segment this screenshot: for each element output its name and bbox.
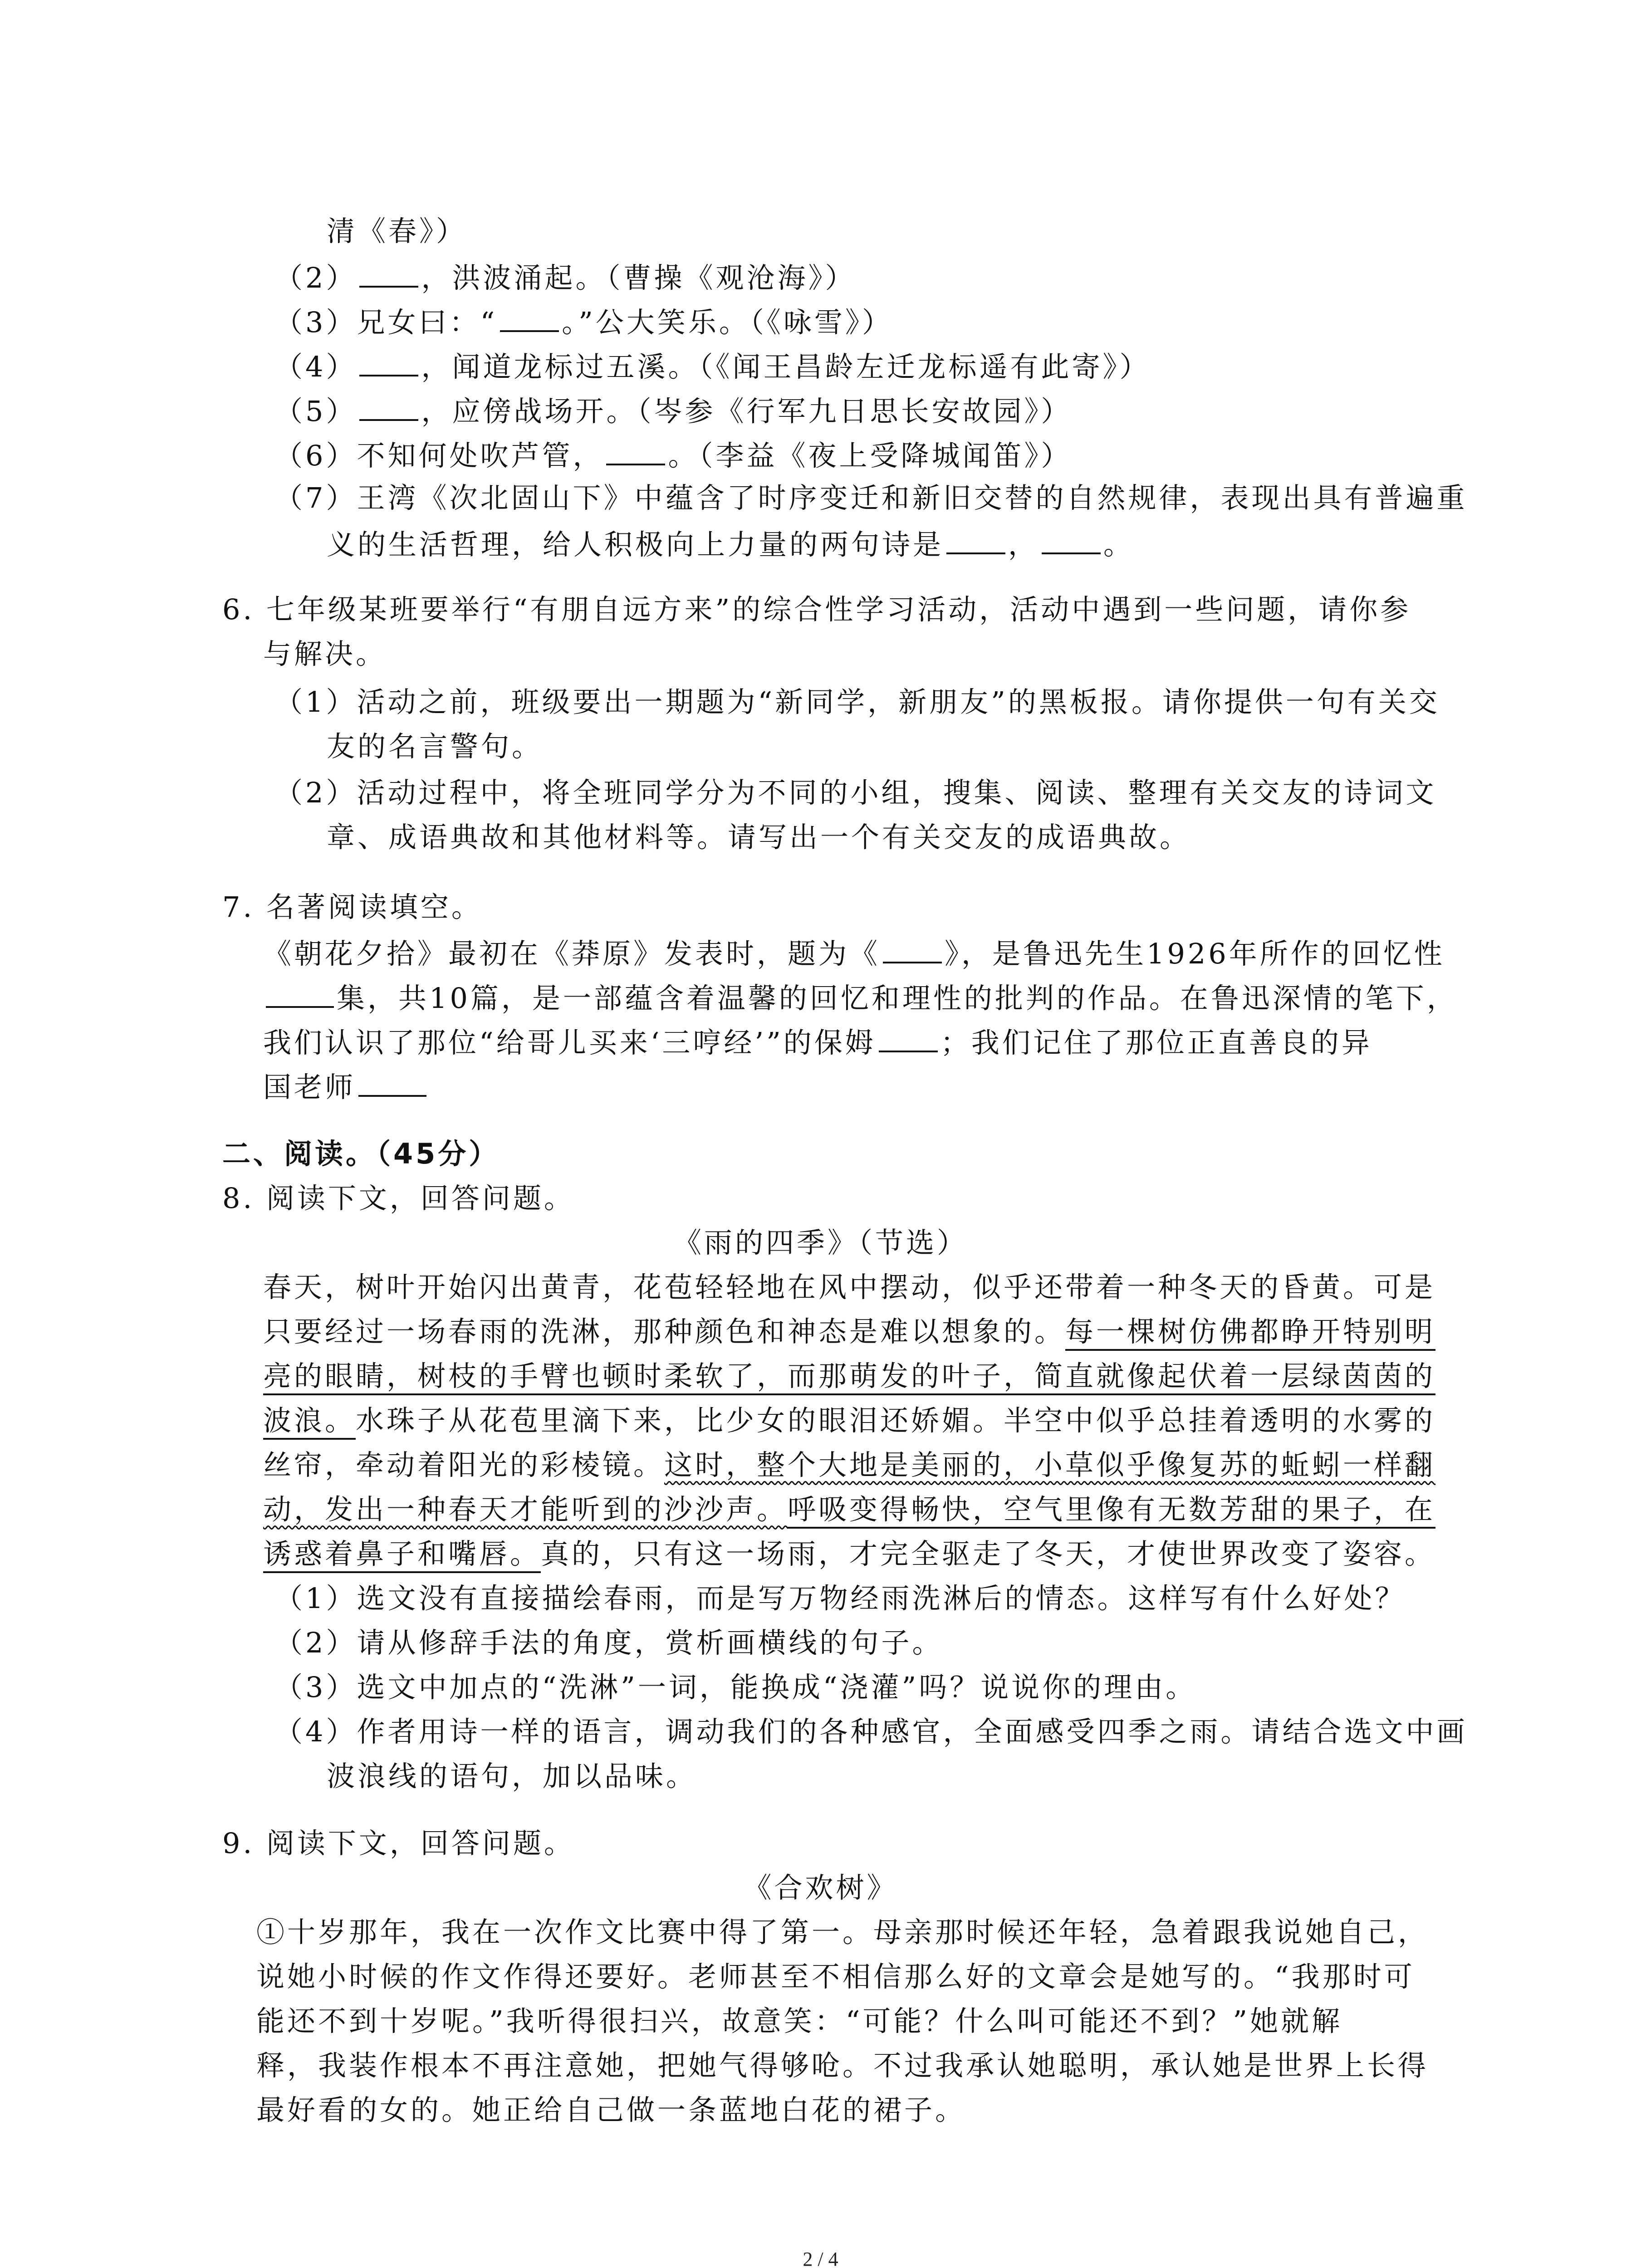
q5-item-2: （2） ，洪波涌起。（曹操《观沧海》） [274, 254, 856, 300]
q7-para-line3: 我们认识了那位“给哥儿买来‘三哼经’”的保姆 ；我们记住了那位正直善良的异 [263, 1019, 1372, 1065]
q7-para-line2: 集，共10篇，是一部蕴含着温馨的回忆和理性的批判的作品。在鲁迅深情的笔下， [263, 974, 1458, 1020]
answer-blank[interactable] [266, 974, 334, 1008]
q7-stem: 7. 名著阅读填空。 [222, 890, 482, 924]
q8-sub4-line2: 波浪线的语句，加以品味。 [327, 1760, 697, 1793]
answer-blank[interactable] [879, 1019, 938, 1052]
answer-blank[interactable] [359, 254, 418, 288]
wavy-underlined-sentence: 动，发出一种春天才能听到的沙沙声。 [263, 1493, 788, 1526]
answer-blank[interactable] [500, 298, 559, 332]
underlined-sentence: 诱惑着鼻子和嘴唇。 [263, 1537, 541, 1573]
underlined-sentence: 波浪。 [263, 1404, 356, 1440]
underlined-sentence: 亮的眼睛，树枝的手臂也顿时柔软了，而那萌发的叶子，简直就像起伏着一层绿茵茵的 [263, 1359, 1435, 1395]
answer-blank[interactable] [883, 930, 942, 963]
q8-sub2: （2）请从修辞手法的角度，赏析画横线的句子。 [274, 1626, 943, 1659]
q8-passage-line7: 诱惑着鼻子和嘴唇。真的，只有这一场雨，才完全驱走了冬天，才使世界改变了姿容。 [263, 1532, 1435, 1576]
underlined-sentence: 每一棵树仿佛都睁开特别明 [1065, 1315, 1435, 1351]
q5-item-7-line2: 义的生活哲理，给人积极向上力量的两句诗是 ， 。 [327, 521, 1134, 567]
q6-stem-line2: 与解决。 [263, 637, 387, 670]
q5-item-3: （3）兄女曰：“ 。”公大笑乐。（《咏雪》） [274, 298, 893, 344]
q7-para-line4: 国老师 [263, 1063, 429, 1109]
q7-para-line1: 《朝花夕拾》最初在《莽原》发表时，题为《 》，是鲁迅先生1926年所作的回忆性 [263, 930, 1445, 976]
q8-sub1: （1）选文没有直接描绘春雨，而是写万物经雨洗淋后的情态。这样写有什么好处？ [274, 1582, 1406, 1615]
q6-sub1-line1: （1）活动之前，班级要出一期题为“新同学，新朋友”的黑板报。请你提供一句有关交 [274, 685, 1440, 719]
q9-passage-line5: 最好看的女的。她正给自己做一条蓝地白花的裙子。 [256, 2093, 966, 2126]
q9-passage-line3: 能还不到十岁呢。”我听得很扫兴，故意笑：“可能？什么叫可能还不到？”她就解 [256, 2004, 1343, 2038]
q8-sub4-line1: （4）作者用诗一样的语言，调动我们的各种感官，全面感受四季之雨。请结合选文中画 [274, 1715, 1468, 1748]
q5-item-5: （5） ，应傍战场开。（岑参《行军九日思长安故园》） [274, 387, 1072, 433]
q6-stem-line1: 6. 七年级某班要举行“有朋自远方来”的综合性学习活动，活动中遇到一些问题，请你参 [222, 593, 1411, 626]
page-number: 2 / 4 [803, 2248, 838, 2268]
q8-passage-line3 [263, 1354, 1435, 1398]
q5-item-4: （4） ，闻道龙标过五溪。（《闻王昌龄左迁龙标遥有此寄》） [274, 343, 1150, 389]
answer-blank[interactable] [1042, 521, 1101, 554]
q5-line1: 清《春》） [327, 215, 467, 248]
q5-item-6: （6）不知何处吹芦管， 。（李益《夜上受降城闻笛》） [274, 432, 1072, 478]
q8-passage-line1: 春天，树叶开始闪出黄青，花苞轻轻地在风中摆动，似乎还带着一种冬天的昏黄。可是 [263, 1271, 1436, 1304]
underlined-sentence: 呼吸变得畅快，空气里像有无数芳甜的果子，在 [788, 1493, 1435, 1529]
q9-passage-line1: ①十岁那年，我在一次作文比赛中得了第一。母亲那时候还年轻，急着跟我说她自己， [256, 1916, 1429, 1949]
q5-item-7-line1: （7）王湾《次北固山下》中蕴含了时序变迁和新旧交替的自然规律，表现出具有普遍重 [274, 481, 1468, 514]
q9-passage-title: 《合欢树》 [743, 1871, 898, 1904]
q8-sub3: （3）选文中加点的“洗淋”一词，能换成“浇灌”吗？说说你的理由。 [274, 1671, 1197, 1704]
q8-passage-title: 《雨的四季》（节选） [673, 1226, 968, 1259]
answer-blank[interactable] [359, 387, 418, 421]
answer-blank[interactable] [358, 1063, 426, 1097]
q8-passage-line5: 丝帘，牵动着阳光的彩棱镜。这时，整个大地是美丽的，小草似乎像复苏的蚯蚓一样翻 [263, 1448, 1436, 1481]
answer-blank[interactable] [606, 432, 665, 465]
section-heading-reading: 二、阅读。（45分） [222, 1137, 500, 1170]
q8-passage-line6 [263, 1488, 1435, 1531]
answer-blank[interactable] [359, 343, 418, 376]
q6-sub2-line2: 章、成语典故和其他材料等。请写出一个有关交友的成语典故。 [327, 821, 1191, 854]
q6-sub1-line2: 友的名言警句。 [327, 730, 543, 763]
q9-passage-line4: 释，我装作根本不再注意她，把她气得够呛。不过我承认她聪明，承认她是世界上长得 [256, 2049, 1429, 2082]
wavy-underlined-sentence: 这时，整个大地是美丽的，小草似乎像复苏的蚯蚓一样翻 [664, 1448, 1436, 1481]
q9-stem: 9. 阅读下文，回答问题。 [222, 1827, 575, 1860]
q9-passage-line2: 说她小时候的作文作得还要好。老师甚至不相信那么好的文章会是她写的。“我那时可 [256, 1960, 1415, 1993]
q8-passage-line4: 波浪。水珠子从花苞里滴下来，比少女的眼泪还娇媚。半空中似乎总挂着透明的水雾的 [263, 1399, 1435, 1442]
q8-passage-line2: 只要经过一场春雨的洗淋，那种颜色和神态是难以想象的。每一棵树仿佛都睁开特别明 [263, 1310, 1435, 1354]
q6-sub2-line1: （2）活动过程中，将全班同学分为不同的小组，搜集、阅读、整理有关交友的诗词文 [274, 776, 1437, 809]
answer-blank[interactable] [946, 521, 1005, 554]
q8-stem: 8. 阅读下文，回答问题。 [222, 1182, 575, 1215]
